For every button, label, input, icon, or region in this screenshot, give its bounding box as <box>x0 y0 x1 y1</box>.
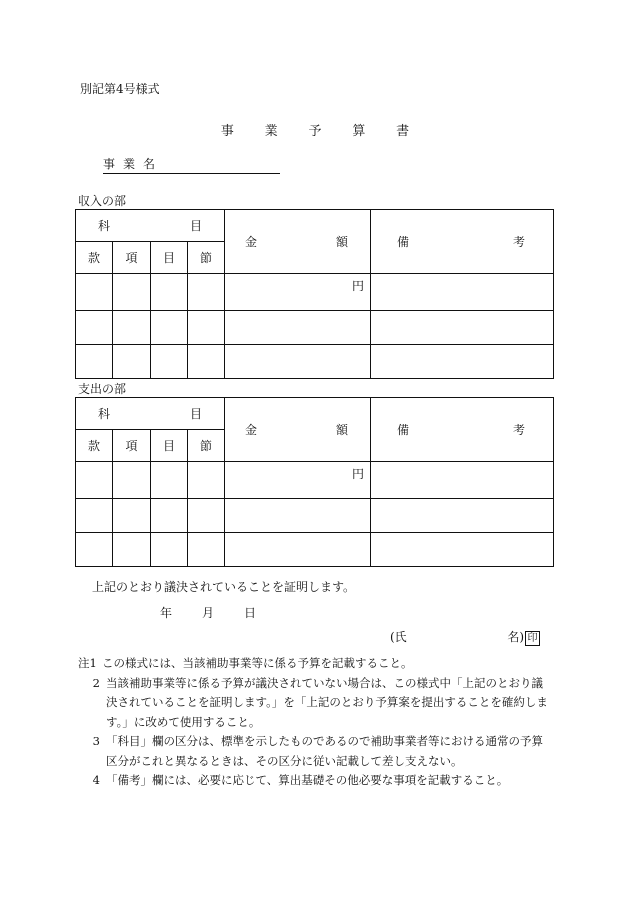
amount-label-right: 額 <box>336 235 349 249</box>
amount-cell[interactable] <box>225 274 371 311</box>
amount-label-left: 金 <box>245 235 258 249</box>
date-line <box>160 604 286 621</box>
note-item <box>78 654 548 674</box>
amount-cell[interactable] <box>225 499 371 533</box>
yen-unit: 円 <box>352 279 365 293</box>
remarks-header <box>371 210 554 274</box>
amount-label-left: 金 <box>245 423 258 437</box>
remarks-label-right: 考 <box>513 235 526 249</box>
cell[interactable] <box>188 533 225 567</box>
seal-mark: 印 <box>525 631 540 646</box>
amount-cell[interactable] <box>225 462 371 499</box>
date-day-label: 日 <box>244 606 257 620</box>
remarks-header <box>371 398 554 462</box>
cell[interactable] <box>151 311 188 345</box>
cell[interactable] <box>151 274 188 311</box>
moku-label: 目 <box>190 407 203 421</box>
sub-col-setsu: 節 <box>188 242 225 274</box>
sub-col-moku: 目 <box>151 242 188 274</box>
amount-cell[interactable] <box>225 311 371 345</box>
remarks-cell[interactable] <box>371 533 554 567</box>
moku-label: 目 <box>190 219 203 233</box>
note-number: 注1 <box>78 656 97 670</box>
note-number: 4 <box>92 773 100 787</box>
table-row <box>76 499 554 533</box>
cell[interactable] <box>113 462 151 499</box>
table-row <box>76 311 554 345</box>
date-year-label: 年 <box>160 606 173 620</box>
note-text: 「備考」欄には、必要に応じて、算出基礎その他必要な事項を記載すること。 <box>106 773 509 787</box>
title-char: 業 <box>264 124 278 139</box>
cell[interactable] <box>76 499 113 533</box>
cell[interactable] <box>76 533 113 567</box>
project-name-field <box>103 155 280 174</box>
signature-line <box>390 628 540 646</box>
cell[interactable] <box>113 533 151 567</box>
kamoku-header <box>76 210 225 242</box>
title-char: 書 <box>396 124 410 139</box>
cell[interactable] <box>151 462 188 499</box>
table-row <box>76 274 554 311</box>
cell[interactable] <box>151 533 188 567</box>
table-row <box>76 345 554 379</box>
income-section-label: 収入の部 <box>78 194 127 208</box>
note-item <box>78 732 548 771</box>
remarks-cell[interactable] <box>371 274 554 311</box>
sub-col-moku: 目 <box>151 430 188 462</box>
sub-col-setsu: 節 <box>188 430 225 462</box>
amount-cell[interactable] <box>225 345 371 379</box>
notes-section <box>78 654 548 791</box>
note-text: この様式には、当該補助事業等に係る予算を記載すること。 <box>102 656 413 670</box>
table-row <box>76 533 554 567</box>
project-name-char: 名 <box>143 157 156 171</box>
certification-statement: 上記のとおり議決されていることを証明します。 <box>92 580 356 594</box>
remarks-cell[interactable] <box>371 462 554 499</box>
yen-unit: 円 <box>352 467 365 481</box>
remarks-cell[interactable] <box>371 311 554 345</box>
amount-header <box>225 398 371 462</box>
expenditure-table <box>75 397 554 567</box>
cell[interactable] <box>113 274 151 311</box>
cell[interactable] <box>113 345 151 379</box>
income-table <box>75 209 554 379</box>
form-number: 別記第4号様式 <box>80 82 160 96</box>
name-open-label: (氏 <box>390 630 407 644</box>
cell[interactable] <box>113 311 151 345</box>
sub-col-kan: 款 <box>76 242 113 274</box>
remarks-cell[interactable] <box>371 345 554 379</box>
remarks-label-left: 備 <box>397 423 410 437</box>
title-char: 予 <box>308 124 322 139</box>
note-text: 当該補助事業等に係る予算が議決されていない場合は、この様式中「上記のとおり議決されていることを証明します。」を「上記のとおり予算案を提出することを確約します。」に改めて使用すること。 <box>106 675 548 729</box>
note-item <box>78 674 548 733</box>
title-char: 算 <box>352 124 366 139</box>
remarks-label-left: 備 <box>397 235 410 249</box>
date-month-label: 月 <box>202 606 215 620</box>
kamoku-label: 科 <box>98 407 111 421</box>
project-name-char: 事 <box>103 157 116 171</box>
remarks-label-right: 考 <box>513 423 526 437</box>
amount-label-right: 額 <box>336 423 349 437</box>
sub-col-kou: 項 <box>113 242 151 274</box>
amount-cell[interactable] <box>225 533 371 567</box>
cell[interactable] <box>188 462 225 499</box>
note-item <box>78 771 548 791</box>
cell[interactable] <box>76 345 113 379</box>
cell[interactable] <box>76 274 113 311</box>
note-number: 2 <box>92 675 100 690</box>
cell[interactable] <box>151 345 188 379</box>
name-close-label: 名) <box>507 630 524 644</box>
cell[interactable] <box>188 274 225 311</box>
project-name-char: 業 <box>123 157 136 171</box>
amount-header <box>225 210 371 274</box>
title-char: 事 <box>220 124 234 139</box>
cell[interactable] <box>188 499 225 533</box>
sub-col-kou: 項 <box>113 430 151 462</box>
expenditure-section-label: 支出の部 <box>78 382 127 396</box>
note-number: 3 <box>92 734 100 748</box>
cell[interactable] <box>76 311 113 345</box>
note-text: 「科目」欄の区分は、標準を示したものであるので補助事業者等における通常の予算区分がこれと異なるときは、その区分に従い記載して差し支えない。 <box>106 734 543 768</box>
cell[interactable] <box>151 499 188 533</box>
kamoku-label: 科 <box>98 219 111 233</box>
kamoku-header <box>76 398 225 430</box>
sub-col-kan: 款 <box>76 430 113 462</box>
cell[interactable] <box>76 462 113 499</box>
table-row <box>76 462 554 499</box>
cell[interactable] <box>113 499 151 533</box>
document-title <box>0 120 630 139</box>
cell[interactable] <box>188 311 225 345</box>
remarks-cell[interactable] <box>371 499 554 533</box>
cell[interactable] <box>188 345 225 379</box>
